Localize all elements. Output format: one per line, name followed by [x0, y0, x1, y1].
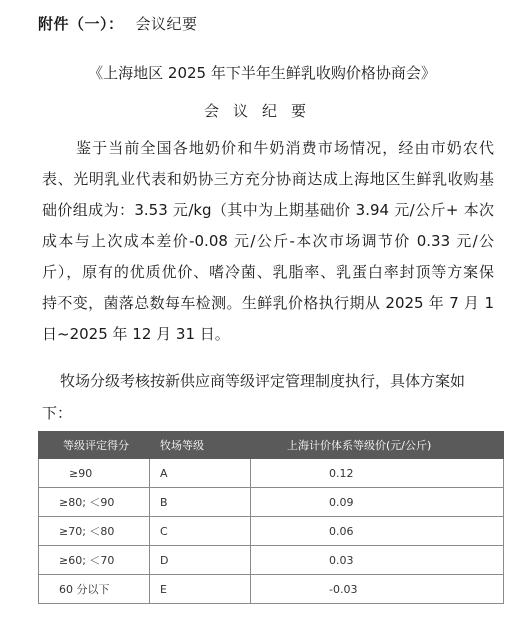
body-paragraph	[42, 133, 494, 350]
table-header-row	[39, 432, 504, 459]
body-line: 成本与上次成本差价-0.08 元/公斤-本次市场调节价 0.33 元/公	[42, 232, 494, 250]
body-line: 鉴于当前全国各地奶价和牛奶消费市场情况，经由市奶农代	[76, 139, 494, 157]
body-line: 础价组成为：3.53 元/kg（其中为上期基础价 3.94 元/公斤+ 本次	[42, 201, 494, 219]
cell-level: B	[150, 488, 251, 517]
table-row	[39, 488, 504, 517]
document-subtitle: 会议纪要	[203, 102, 320, 120]
body-line: 表、光明乳业代表和奶协三方充分协商达成上海地区生鲜乳收购基	[42, 170, 494, 188]
table-row	[39, 517, 504, 546]
cell-score: 60 分以下	[39, 575, 150, 604]
cell-price: 0.03	[251, 546, 504, 575]
grade-price-table	[38, 431, 504, 604]
body-line: 日~2025 年 12 月 31 日。	[42, 325, 230, 343]
document-title: 《上海地区 2025 年下半年生鲜乳收购价格协商会》	[88, 64, 436, 82]
scheme-line: 下：	[42, 404, 73, 422]
body-line: 持不变，菌落总数每车检测。生鲜乳价格执行期从 2025 年 7 月 1	[42, 294, 494, 312]
attachment-heading	[38, 13, 198, 34]
cell-price: 0.09	[251, 488, 504, 517]
attachment-label: 附件（一）：	[38, 15, 124, 33]
cell-price: -0.03	[251, 575, 504, 604]
cell-price: 0.12	[251, 459, 504, 488]
cell-level: C	[150, 517, 251, 546]
cell-level: A	[150, 459, 251, 488]
header-level: 牧场等级	[150, 432, 251, 459]
cell-score: ≥70; ＜80	[39, 517, 150, 546]
cell-level: E	[150, 575, 251, 604]
cell-price: 0.06	[251, 517, 504, 546]
cell-level: D	[150, 546, 251, 575]
table-row	[39, 575, 504, 604]
scheme-line: 牧场分级考核按新供应商等级评定管理制度执行，具体方案如	[60, 372, 466, 390]
scheme-paragraph	[42, 365, 494, 429]
cell-score: ≥80; ＜90	[39, 488, 150, 517]
header-score: 等级评定得分	[39, 432, 150, 459]
header-price: 上海计价体系等级价(元/公斤)	[251, 432, 504, 459]
cell-score: ≥90	[39, 459, 150, 488]
attachment-title: 会议纪要	[135, 15, 198, 33]
cell-score: ≥60; ＜70	[39, 546, 150, 575]
table-row	[39, 546, 504, 575]
table-row	[39, 459, 504, 488]
body-line: 斤），原有的优质优价、嗜冷菌、乳脂率、乳蛋白率封顶等方案保	[42, 263, 494, 281]
